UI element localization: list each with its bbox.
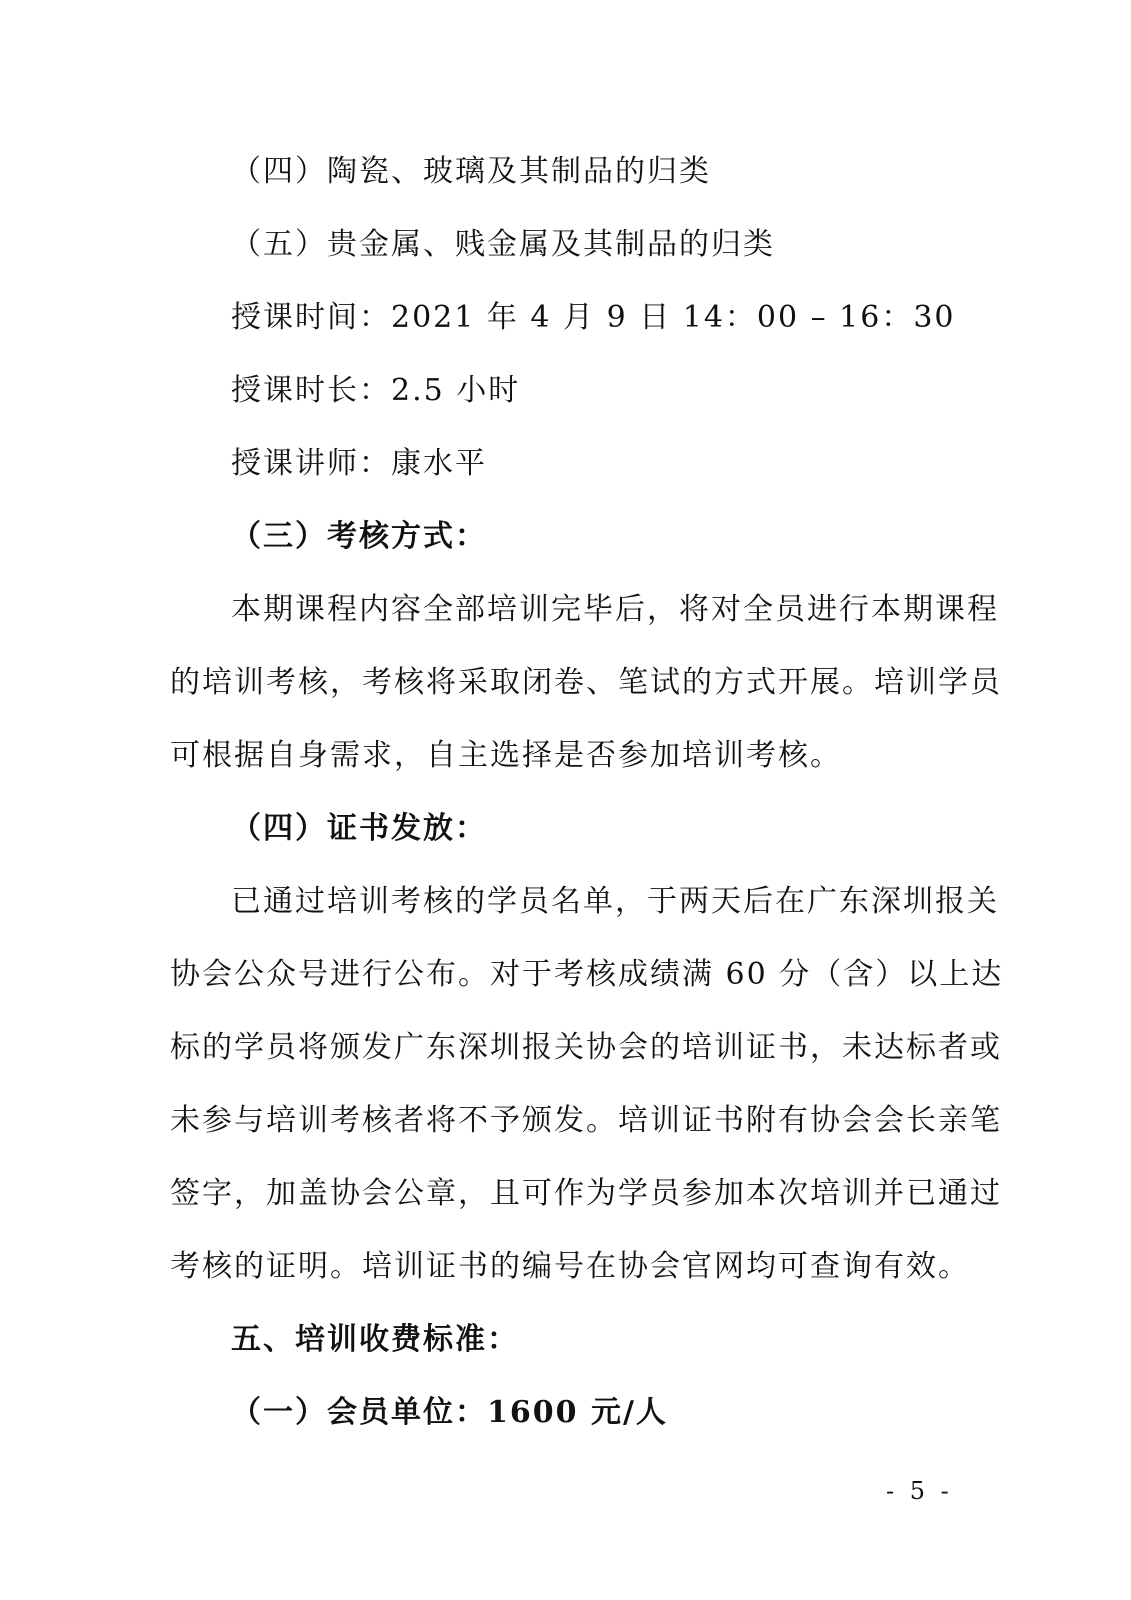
item-precious-metals: （五）贵金属、贱金属及其制品的归类 (231, 227, 775, 262)
page-number: - 5 - (886, 1477, 953, 1505)
item-ceramics-glass: （四）陶瓷、玻璃及其制品的归类 (231, 154, 711, 189)
paragraph-assessment-line-3: 可根据自身需求，自主选择是否参加培训考核。 (170, 738, 842, 773)
paragraph-certificate-line-2: 协会公众号进行公布。对于考核成绩满 60 分（含）以上达 (170, 957, 1004, 992)
paragraph-assessment-line-2: 的培训考核，考核将采取闭卷、笔试的方式开展。培训学员 (170, 665, 1002, 700)
paragraph-certificate-line-1: 已通过培训考核的学员名单，于两天后在广东深圳报关 (231, 884, 999, 919)
paragraph-certificate-line-4: 未参与培训考核者将不予颁发。培训证书附有协会会长亲笔 (170, 1103, 1002, 1138)
paragraph-assessment-line-1: 本期课程内容全部培训完毕后，将对全员进行本期课程 (231, 592, 999, 627)
lecture-duration: 授课时长：2.5 小时 (231, 373, 521, 408)
fee-member-units: （一）会员单位：1600 元/人 (231, 1395, 668, 1430)
paragraph-certificate-line-6: 考核的证明。培训证书的编号在协会官网均可查询有效。 (170, 1249, 970, 1284)
lecture-instructor: 授课讲师：康水平 (231, 446, 487, 481)
section-heading-certificate: （四）证书发放： (231, 811, 487, 846)
paragraph-certificate-line-5: 签字，加盖协会公章，且可作为学员参加本次培训并已通过 (170, 1176, 1002, 1211)
section-heading-assessment: （三）考核方式： (231, 519, 487, 554)
section-heading-fees: 五、培训收费标准： (231, 1322, 519, 1357)
paragraph-certificate-line-3: 标的学员将颁发广东深圳报关协会的培训证书，未达标者或 (170, 1030, 1002, 1065)
lecture-time: 授课时间：2021 年 4 月 9 日 14：00 – 16：30 (231, 300, 956, 335)
